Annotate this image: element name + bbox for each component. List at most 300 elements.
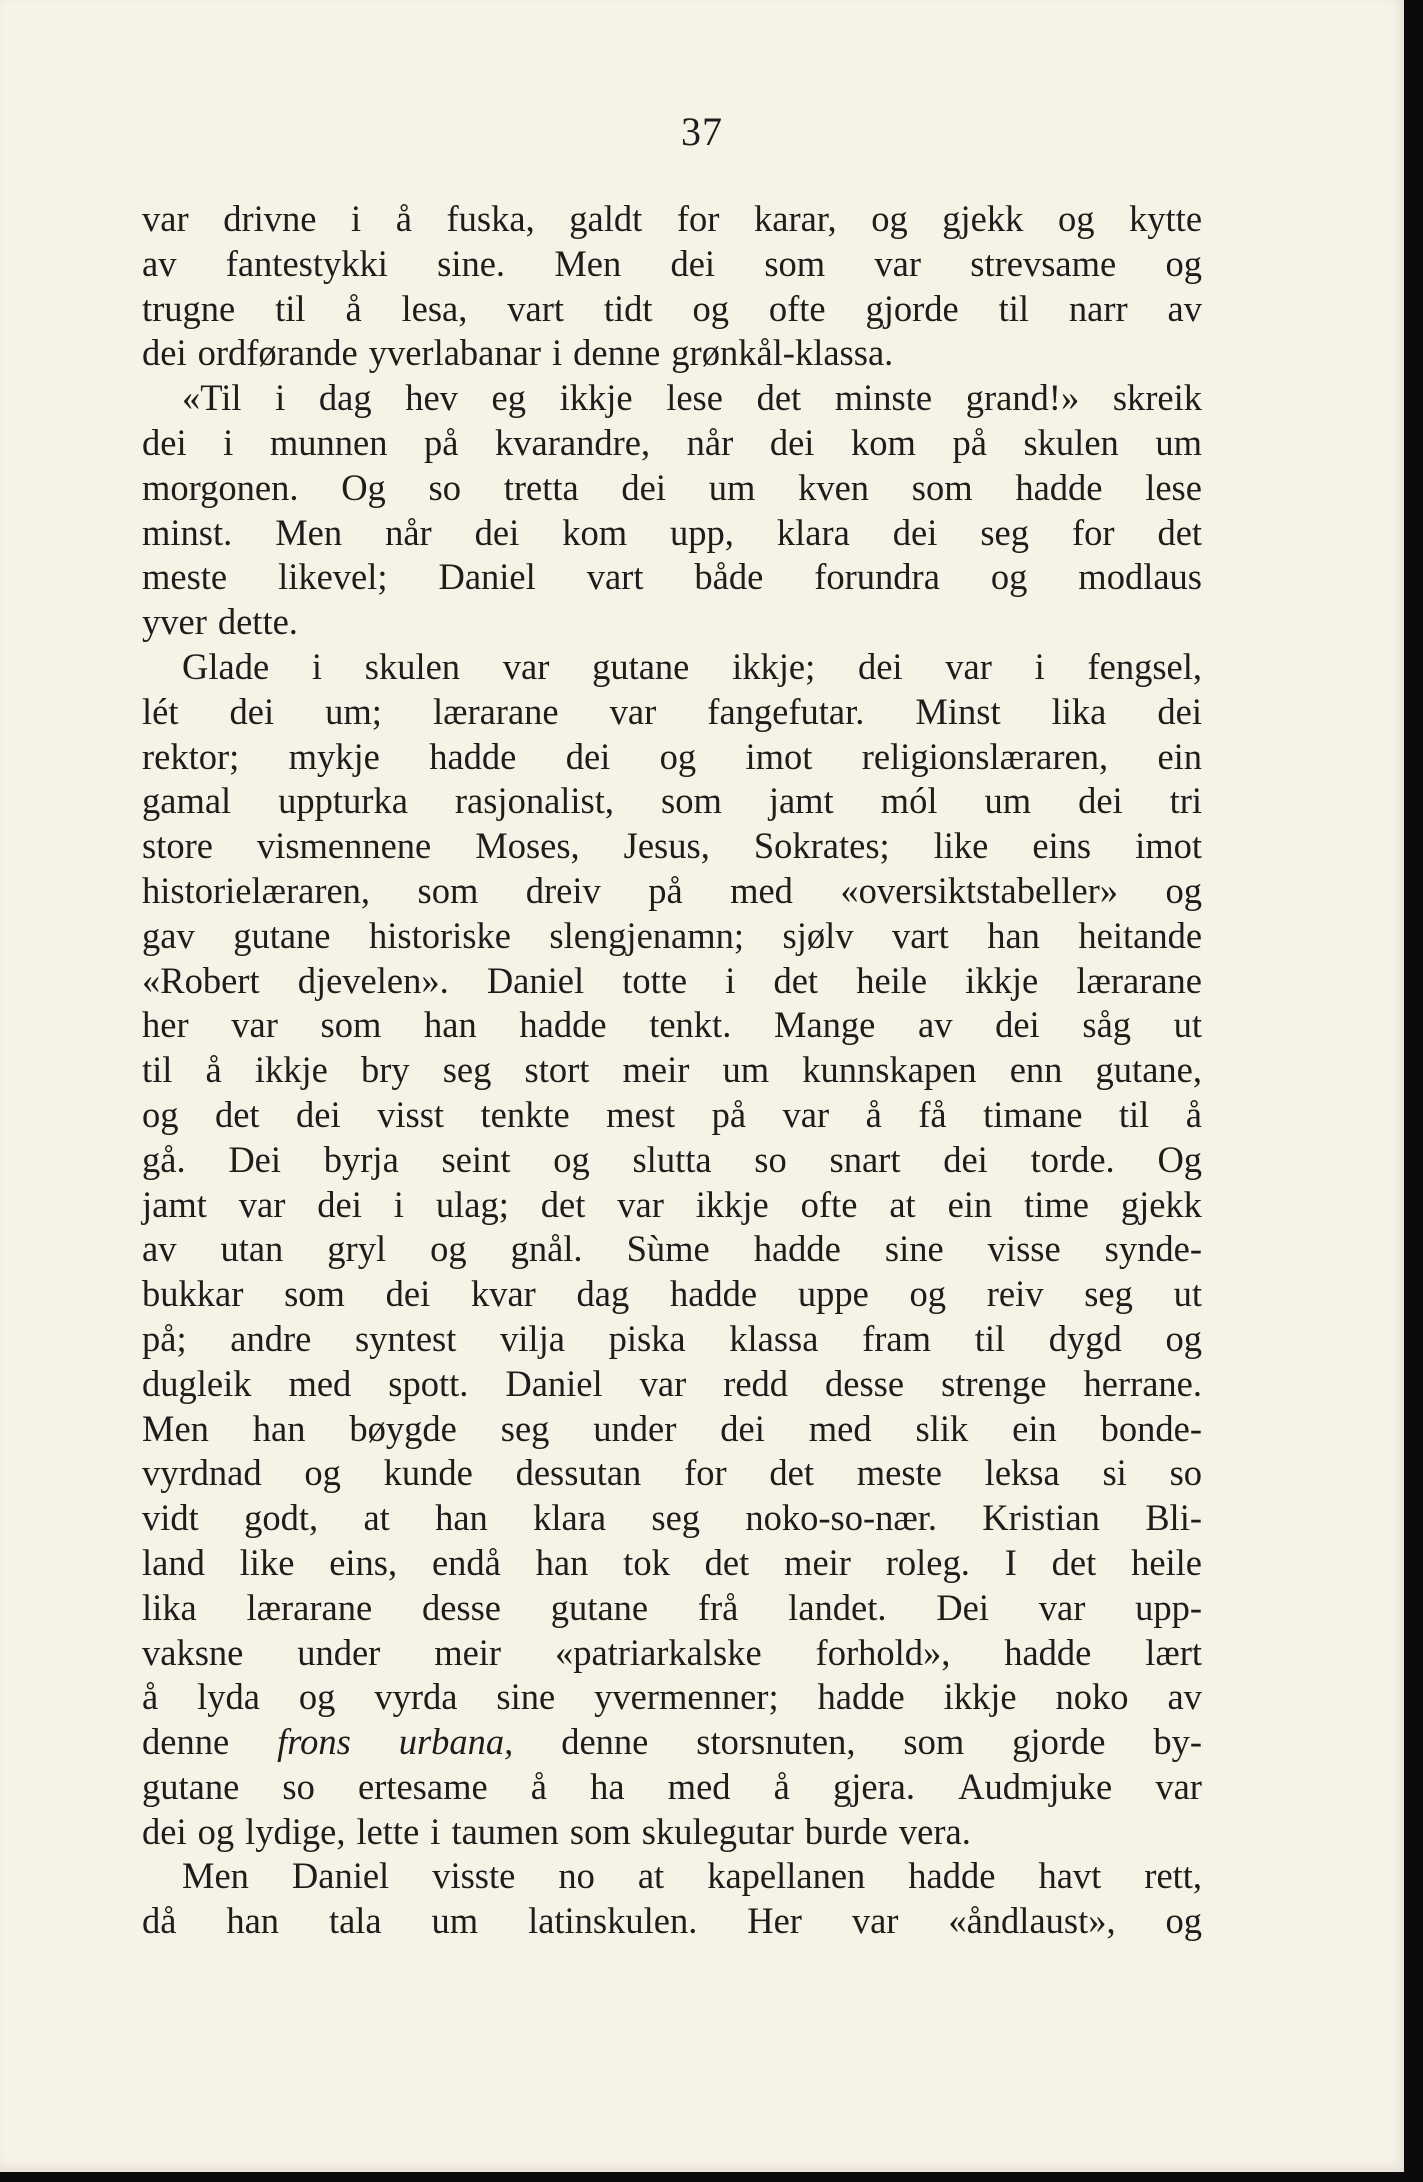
word: frå <box>697 1586 739 1628</box>
word: rett, <box>1144 1855 1203 1897</box>
word: um <box>984 780 1032 822</box>
word: ikkje <box>254 1049 328 1091</box>
word: vart <box>586 556 644 598</box>
word: var <box>142 198 189 239</box>
word: landet. <box>788 1586 887 1628</box>
word: heile <box>856 959 928 1001</box>
word: upp- <box>1135 1586 1203 1628</box>
word: denne <box>142 1721 230 1763</box>
word: hadde <box>519 1004 607 1046</box>
word: Her <box>747 1900 802 1942</box>
word: religionslæraren, <box>861 735 1109 777</box>
word: mest <box>606 1093 676 1135</box>
word: at <box>889 1183 916 1225</box>
word: fram <box>862 1317 932 1359</box>
word: jamt <box>142 1183 207 1225</box>
word: hadde <box>1004 1631 1092 1673</box>
word: var <box>231 1004 278 1046</box>
word: noko-so-nær. <box>745 1497 937 1539</box>
word: totte <box>622 959 688 1001</box>
text-line <box>142 1227 1202 1272</box>
word: bukkar <box>142 1273 244 1315</box>
word: vyrda <box>374 1676 458 1718</box>
word: tretta <box>503 466 579 508</box>
word: det <box>1157 511 1203 553</box>
word: dei <box>142 1810 187 1852</box>
word: Minst <box>915 690 1001 732</box>
word: i <box>223 421 234 463</box>
word: tri <box>1169 780 1203 822</box>
word: dei <box>1157 690 1202 732</box>
word: urbana, <box>398 1721 514 1763</box>
text-line <box>142 1093 1202 1138</box>
word: fantestykki <box>225 242 388 284</box>
word: like <box>933 825 989 867</box>
word: og <box>1165 1900 1203 1942</box>
word: upp, <box>670 511 734 553</box>
word: ulag; <box>435 1183 509 1225</box>
word: dugleik <box>142 1362 252 1404</box>
word: var <box>617 1183 664 1225</box>
word: um <box>722 1049 770 1091</box>
text-line <box>142 1765 1202 1810</box>
word: «Til <box>182 377 242 419</box>
word: hev <box>405 377 458 419</box>
word: gav <box>142 914 195 956</box>
word: i <box>430 1810 441 1852</box>
word: skulen <box>1023 421 1119 463</box>
word: Daniel <box>486 959 585 1001</box>
word: yvermenner; <box>594 1676 779 1718</box>
word: dei <box>385 1273 431 1315</box>
word: å <box>142 1676 159 1718</box>
word: Sokrates; <box>753 825 890 867</box>
word: det <box>704 1541 750 1583</box>
word: og <box>1165 1317 1202 1359</box>
word: han <box>226 1900 280 1942</box>
word: og <box>909 1273 947 1315</box>
word: dei <box>892 511 938 553</box>
word: med <box>667 1765 731 1807</box>
word: snart <box>829 1138 901 1180</box>
word: klassa <box>729 1317 819 1359</box>
text-line <box>142 1362 1202 1407</box>
word: vismennene <box>256 825 432 867</box>
word: dag <box>318 377 372 419</box>
word: lét <box>142 690 179 732</box>
word: vyrdnad <box>142 1452 262 1494</box>
word: dei <box>769 421 815 463</box>
word: gå. <box>142 1138 186 1180</box>
word: um <box>431 1900 479 1942</box>
word: gryl <box>327 1228 387 1270</box>
word: til <box>1118 1093 1150 1135</box>
text-line <box>142 1317 1202 1362</box>
word: dygd <box>1048 1317 1122 1359</box>
word: han <box>252 1407 306 1449</box>
word: like <box>239 1541 295 1583</box>
word: yver <box>142 601 207 643</box>
word: bøygde <box>349 1407 457 1449</box>
word: var <box>1155 1765 1202 1807</box>
word: dei <box>857 645 903 687</box>
word: lydige, <box>245 1810 346 1852</box>
text-line <box>142 421 1202 466</box>
text-line <box>142 555 1202 600</box>
word: klara <box>533 1497 607 1539</box>
word: uppturka <box>278 780 408 822</box>
text-line <box>142 735 1202 780</box>
word: land <box>142 1541 205 1583</box>
word: tidt <box>603 287 653 329</box>
text-line <box>142 1496 1202 1541</box>
word: i <box>393 1183 404 1225</box>
word: han <box>987 914 1040 956</box>
word: slik <box>915 1407 969 1449</box>
word: å <box>773 1765 790 1807</box>
word: seint <box>441 1138 511 1180</box>
word: lært <box>1145 1631 1203 1673</box>
word: dreiv <box>525 869 601 911</box>
word: når <box>385 511 432 553</box>
word: utan <box>220 1228 284 1270</box>
word: strevsame <box>970 242 1117 284</box>
word: narr <box>1068 287 1128 329</box>
word: at <box>363 1497 390 1539</box>
word: på <box>711 1093 747 1135</box>
word: under <box>297 1631 381 1673</box>
word: som <box>320 1004 382 1046</box>
word: Dei <box>936 1586 989 1628</box>
word: grønkål-klassa. <box>671 332 894 374</box>
word: gjekk <box>942 198 1024 239</box>
word: til <box>275 287 306 329</box>
word: og <box>990 556 1028 598</box>
text-line <box>142 1541 1202 1586</box>
word: herrane. <box>1083 1362 1202 1404</box>
word: um <box>708 466 756 508</box>
word: redd <box>723 1362 789 1404</box>
word: «patriarkalske <box>554 1631 762 1673</box>
word: vaksne <box>142 1631 244 1673</box>
word: yverlabanar <box>368 332 541 374</box>
word: kom <box>850 421 916 463</box>
word: som <box>911 466 973 508</box>
word: som <box>903 1721 965 1763</box>
word: Daniel <box>438 556 536 598</box>
word: det <box>1051 1541 1097 1583</box>
word: Audmjuke <box>958 1765 1113 1807</box>
word: tenkt. <box>649 1004 732 1046</box>
text-line <box>142 1272 1202 1317</box>
word: dessutan <box>515 1452 642 1494</box>
word: dei <box>995 1004 1040 1046</box>
text-line <box>142 1631 1202 1676</box>
text-line <box>142 600 1202 645</box>
text-line <box>142 1720 1202 1765</box>
word: han <box>435 1497 488 1539</box>
word: forundra <box>814 556 940 598</box>
text-line <box>142 1048 1202 1093</box>
word: sine <box>496 1676 556 1718</box>
word: noko <box>1055 1676 1129 1718</box>
word: var <box>238 1183 286 1225</box>
word: gutane <box>592 645 690 687</box>
word: sine <box>884 1228 944 1270</box>
word: til <box>998 287 1030 329</box>
word: «åndlaust», <box>948 1900 1116 1942</box>
word: Men <box>182 1855 249 1897</box>
word: og <box>197 1810 235 1852</box>
word: og <box>430 1228 467 1270</box>
word: og <box>1165 869 1202 911</box>
word: skulegutar <box>641 1810 794 1852</box>
word: store <box>142 825 213 867</box>
text-line <box>142 869 1202 914</box>
word: visste <box>432 1855 516 1897</box>
word: å <box>865 1093 882 1135</box>
word: kvar <box>470 1273 536 1315</box>
word: galdt <box>569 198 643 239</box>
word: rektor; <box>142 735 240 777</box>
word: var <box>502 645 550 687</box>
text-line <box>142 511 1202 556</box>
word: gjekk <box>1120 1183 1202 1225</box>
word: ikkje <box>695 1183 769 1225</box>
word: hadde <box>429 735 517 777</box>
word: gutane <box>233 914 331 956</box>
word: av <box>1167 1676 1202 1718</box>
word: dette. <box>217 601 298 643</box>
word: «oversiktstabeller» <box>840 869 1119 911</box>
word: dei <box>229 690 275 732</box>
word: dei <box>142 421 187 463</box>
word: heile <box>1131 1541 1202 1583</box>
word: dei <box>670 242 716 284</box>
word: ein <box>1157 735 1203 777</box>
word: heitande <box>1078 914 1203 956</box>
word: hadde <box>753 1228 841 1270</box>
word: fuska, <box>446 198 535 239</box>
word: var <box>1038 1586 1086 1628</box>
word: det <box>769 1452 814 1494</box>
word: seg <box>500 1407 550 1449</box>
word: jamt <box>768 780 834 822</box>
word: det <box>214 1093 260 1135</box>
word: tala <box>328 1900 382 1942</box>
word: strenge <box>941 1362 1047 1404</box>
text-line <box>142 959 1202 1004</box>
word: historielæraren, <box>142 869 371 911</box>
word: meste <box>856 1452 942 1494</box>
word: ha <box>590 1765 625 1807</box>
word: likevel; <box>278 556 388 598</box>
word: fangefutar. <box>707 690 865 732</box>
word: skreik <box>1112 377 1203 419</box>
word: lyda <box>197 1676 260 1718</box>
text-line <box>142 1138 1202 1183</box>
word: eg <box>491 377 526 419</box>
word: Kristian <box>982 1497 1100 1539</box>
text-line <box>142 1854 1202 1899</box>
word: eins, <box>329 1541 398 1583</box>
text-line <box>142 824 1202 869</box>
word: desse <box>825 1362 905 1404</box>
word: lese <box>1145 466 1202 508</box>
word: fengsel, <box>1087 645 1202 687</box>
word: av <box>1167 287 1202 329</box>
word: få <box>918 1093 947 1135</box>
text-line <box>142 1003 1202 1048</box>
word: imot <box>1135 825 1203 867</box>
word: Og <box>1157 1138 1203 1180</box>
word: vilja <box>500 1317 565 1359</box>
word: ikkje <box>943 1676 1017 1718</box>
word: og <box>1165 242 1202 284</box>
word: og <box>692 287 729 329</box>
word: timane <box>983 1093 1083 1135</box>
word: tenkte <box>480 1093 570 1135</box>
word: dei <box>296 1093 341 1135</box>
word: i <box>551 332 563 374</box>
word: dei <box>621 466 666 508</box>
word: meir <box>622 1049 690 1091</box>
word: og <box>142 1093 179 1135</box>
word: var <box>874 242 922 284</box>
word: gjorde <box>1012 1721 1106 1763</box>
word: å <box>205 1049 222 1091</box>
word: forhold», <box>815 1631 951 1673</box>
word: dei <box>1078 780 1123 822</box>
word: på <box>648 869 683 911</box>
word: for <box>684 1452 727 1494</box>
word: andre <box>230 1317 312 1359</box>
word: lika <box>142 1586 197 1628</box>
word: Glade <box>182 645 270 687</box>
word: time <box>1024 1183 1089 1225</box>
word: gutane <box>550 1586 649 1628</box>
word: lærarane <box>1076 959 1202 1001</box>
word: som <box>569 1810 631 1852</box>
word: med <box>730 869 793 911</box>
word: latinskulen. <box>528 1900 698 1942</box>
word: havt <box>1038 1855 1102 1897</box>
word: Dei <box>228 1138 282 1180</box>
word: for <box>676 198 720 239</box>
word: visst <box>377 1093 445 1135</box>
word: byrja <box>323 1138 399 1180</box>
page-number: 37 <box>681 109 723 154</box>
word: djevelen». <box>297 959 449 1001</box>
word: mykje <box>288 735 380 777</box>
word: når <box>686 421 734 463</box>
text-line <box>142 1810 1202 1855</box>
word: for <box>1071 511 1115 553</box>
word: trugne <box>142 287 236 329</box>
text-line <box>142 1899 1202 1944</box>
word: med <box>808 1407 872 1449</box>
word: seg <box>1084 1273 1133 1315</box>
word: hadde <box>669 1273 758 1315</box>
word: grand!» <box>965 377 1080 419</box>
word: lette <box>356 1810 420 1852</box>
word: tok <box>623 1541 670 1583</box>
word: enn <box>1009 1049 1063 1091</box>
word: si <box>1102 1452 1127 1494</box>
word: hadde <box>908 1855 996 1897</box>
word: å <box>530 1765 547 1807</box>
word: ertesame <box>357 1765 488 1807</box>
word: so <box>428 466 461 508</box>
word: so <box>754 1138 787 1180</box>
word: stort <box>524 1049 590 1091</box>
word: hadde <box>817 1676 905 1718</box>
word: i <box>351 198 362 239</box>
word: sjølv <box>782 914 854 956</box>
word: var <box>945 645 992 687</box>
word: var <box>851 1900 899 1942</box>
word: lærarane <box>432 690 559 732</box>
word: Daniel <box>291 1855 390 1897</box>
word: og <box>553 1138 590 1180</box>
word: klara <box>776 511 850 553</box>
word: rasjonalist, <box>454 780 615 822</box>
word: dei <box>142 332 187 374</box>
word: eins <box>1032 825 1092 867</box>
word: ikkje; <box>732 645 816 687</box>
word: han <box>535 1541 589 1583</box>
word: då <box>142 1900 177 1942</box>
word: kytte <box>1129 198 1203 239</box>
word: gjera. <box>832 1765 916 1807</box>
text-line <box>142 197 1202 242</box>
word: slengjenamn; <box>549 914 745 956</box>
word: lærarane <box>246 1586 373 1628</box>
word: modlaus <box>1078 556 1202 598</box>
word: vart <box>507 287 565 329</box>
word: um <box>1155 421 1202 463</box>
word: syntest <box>354 1317 457 1359</box>
word: det <box>540 1183 586 1225</box>
word: dei <box>317 1183 362 1225</box>
text-line <box>142 376 1202 421</box>
word: vart <box>891 914 949 956</box>
word: og <box>659 735 697 777</box>
word: seg <box>651 1497 701 1539</box>
word: han <box>424 1004 477 1046</box>
word: på; <box>142 1317 187 1359</box>
word: det <box>773 959 819 1001</box>
word: her <box>142 1004 189 1046</box>
word: karar, <box>754 198 837 239</box>
word: morgonen. <box>142 466 299 508</box>
word: Daniel <box>505 1362 603 1404</box>
text-line <box>142 1451 1202 1496</box>
word: i <box>725 959 736 1001</box>
word: gjorde <box>865 287 959 329</box>
word: på <box>952 421 987 463</box>
word: ut <box>1173 1273 1202 1315</box>
word: imot <box>745 735 813 777</box>
word: meir <box>784 1541 851 1583</box>
word: sine. <box>437 242 506 284</box>
word: av <box>142 242 177 284</box>
word: slutta <box>632 1138 712 1180</box>
word: var <box>782 1093 830 1135</box>
word: visse <box>987 1228 1061 1270</box>
word: ofte <box>800 1183 858 1225</box>
word: dei <box>943 1138 988 1180</box>
